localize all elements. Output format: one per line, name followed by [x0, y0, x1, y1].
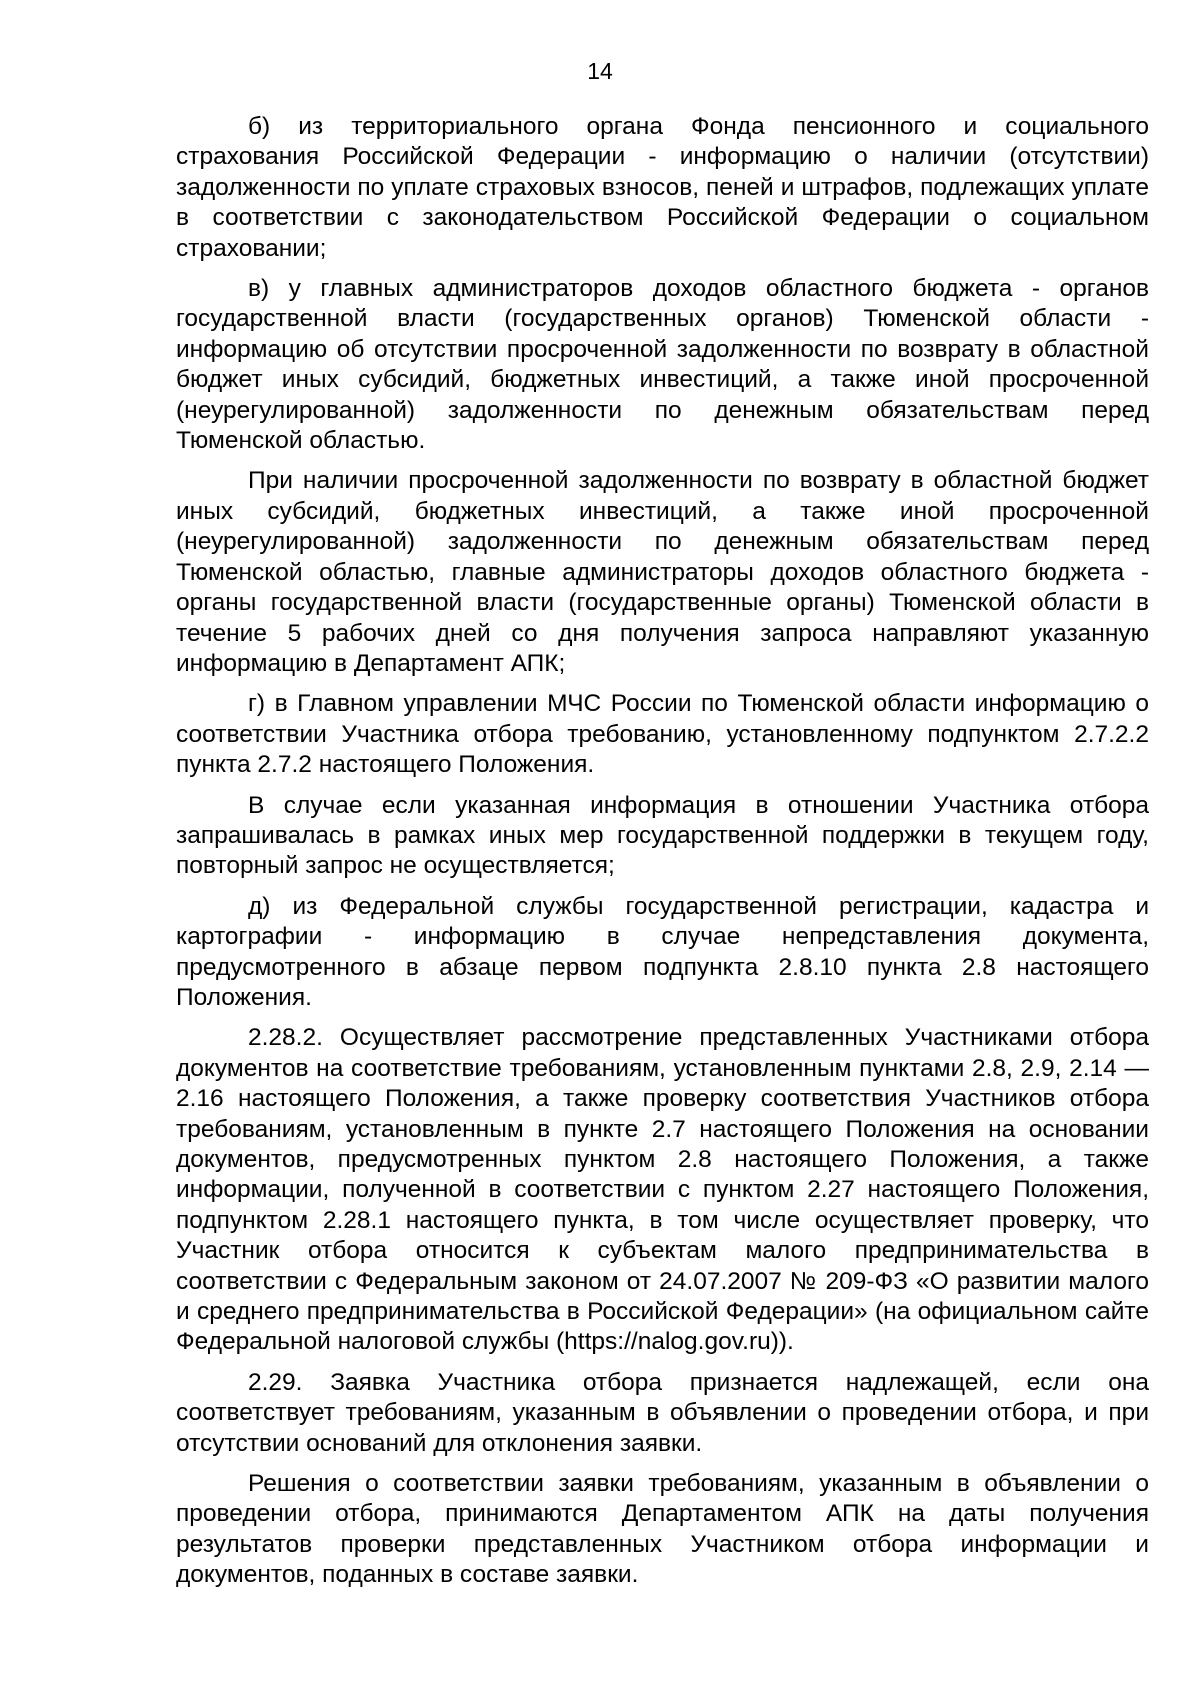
paragraph-repeat-request: В случае если указанная информация в отношении Участника отбора запрашивалась в рамках иных мер государственной поддержки в текущем году, повторный запрос не осуществляется; [176, 791, 1149, 880]
paragraph-b: б) из территориального органа Фонда пенсионного и социального страхования Российской Федерации - информацию о наличии (отсутствии) задолженности по уплате страховых взносов, пеней и штрафов, подлежащих уплате в соответствии с законодательством Российской Федерации о социальном страховании; [176, 113, 1149, 262]
document-body [176, 112, 1149, 1601]
paragraph-v: в) у главных администраторов доходов областного бюджета - органов государственной власти (государственных органов) Тюменской области - информацию об отсутствии просроченной задолженности по возврату в областной бюджет иных субсидий, бюджетных инвестиций, а также иной просроченной (неурегулированной) задолженности по денежным обязательствам перед Тюменской областью. [176, 275, 1149, 455]
paragraph-2-29: 2.29. Заявка Участника отбора признается надлежащей, если она соответствует требованиям, указанным в объявлении о проведении отбора, и при отсутствии оснований для отклонения заявки. [176, 1368, 1149, 1457]
paragraph-d: д) из Федеральной службы государственной регистрации, кадастра и картографии - информацию в случае непредставления документа, предусмотренного в абзаце первом подпункта 2.8.10 пункта 2.8 настоящего Положения. [176, 892, 1149, 1011]
paragraph-2-28-2: 2.28.2. Осуществляет рассмотрение представленных Участниками отбора документов на соответствие требованиям, установленным пунктами 2.8, 2.9, 2.14 — 2.16 настоящего Положения, а также проверку соответствия Участников отбора требованиям, установленным в пункте 2.7 настоящего Положения на основании документов, предусмотренных пунктом 2.8 настоящего Положения, а также информации, полученной в соответствии с пунктом 2.27 настоящего Положения, подпунктом 2.28.1 настоящего пункта, в том числе осуществляет проверку, что Участник отбора относится к субъектам малого предпринимательства в соответствии с Федеральным законом от 24.07.2007 № 209-ФЗ «О развитии малого и среднего предпринимательства в Российской Федерации» (на официальном сайте Федеральной налоговой службы (https://nalog.gov.ru)). [176, 1024, 1149, 1356]
page-number: 14 [587, 58, 613, 84]
paragraph-decisions: Решения о соответствии заявки требованиям, указанным в объявлении о проведении отбора, принимаются Департаментом АПК на даты получения результатов проверки представленных Участником отбора информации и документов, поданных в составе заявки. [176, 1470, 1149, 1589]
paragraph-overdue-debt: При наличии просроченной задолженности по возврату в областной бюджет иных субсидий, бюджетных инвестиций, а также иной просроченной (неурегулированной) задолженности по денежным обязательствам перед Тюменской областью, главные администраторы доходов областного бюджета - органы государственной власти (государственные органы) Тюменской области в течение 5 рабочих дней со дня получения запроса направляют указанную информацию в Департамент АПК; [176, 467, 1149, 677]
paragraph-g: г) в Главном управлении МЧС России по Тюменской области информацию о соответствии Участника отбора требованию, установленному подпунктом 2.7.2.2 пункта 2.7.2 настоящего Положения. [176, 690, 1149, 779]
